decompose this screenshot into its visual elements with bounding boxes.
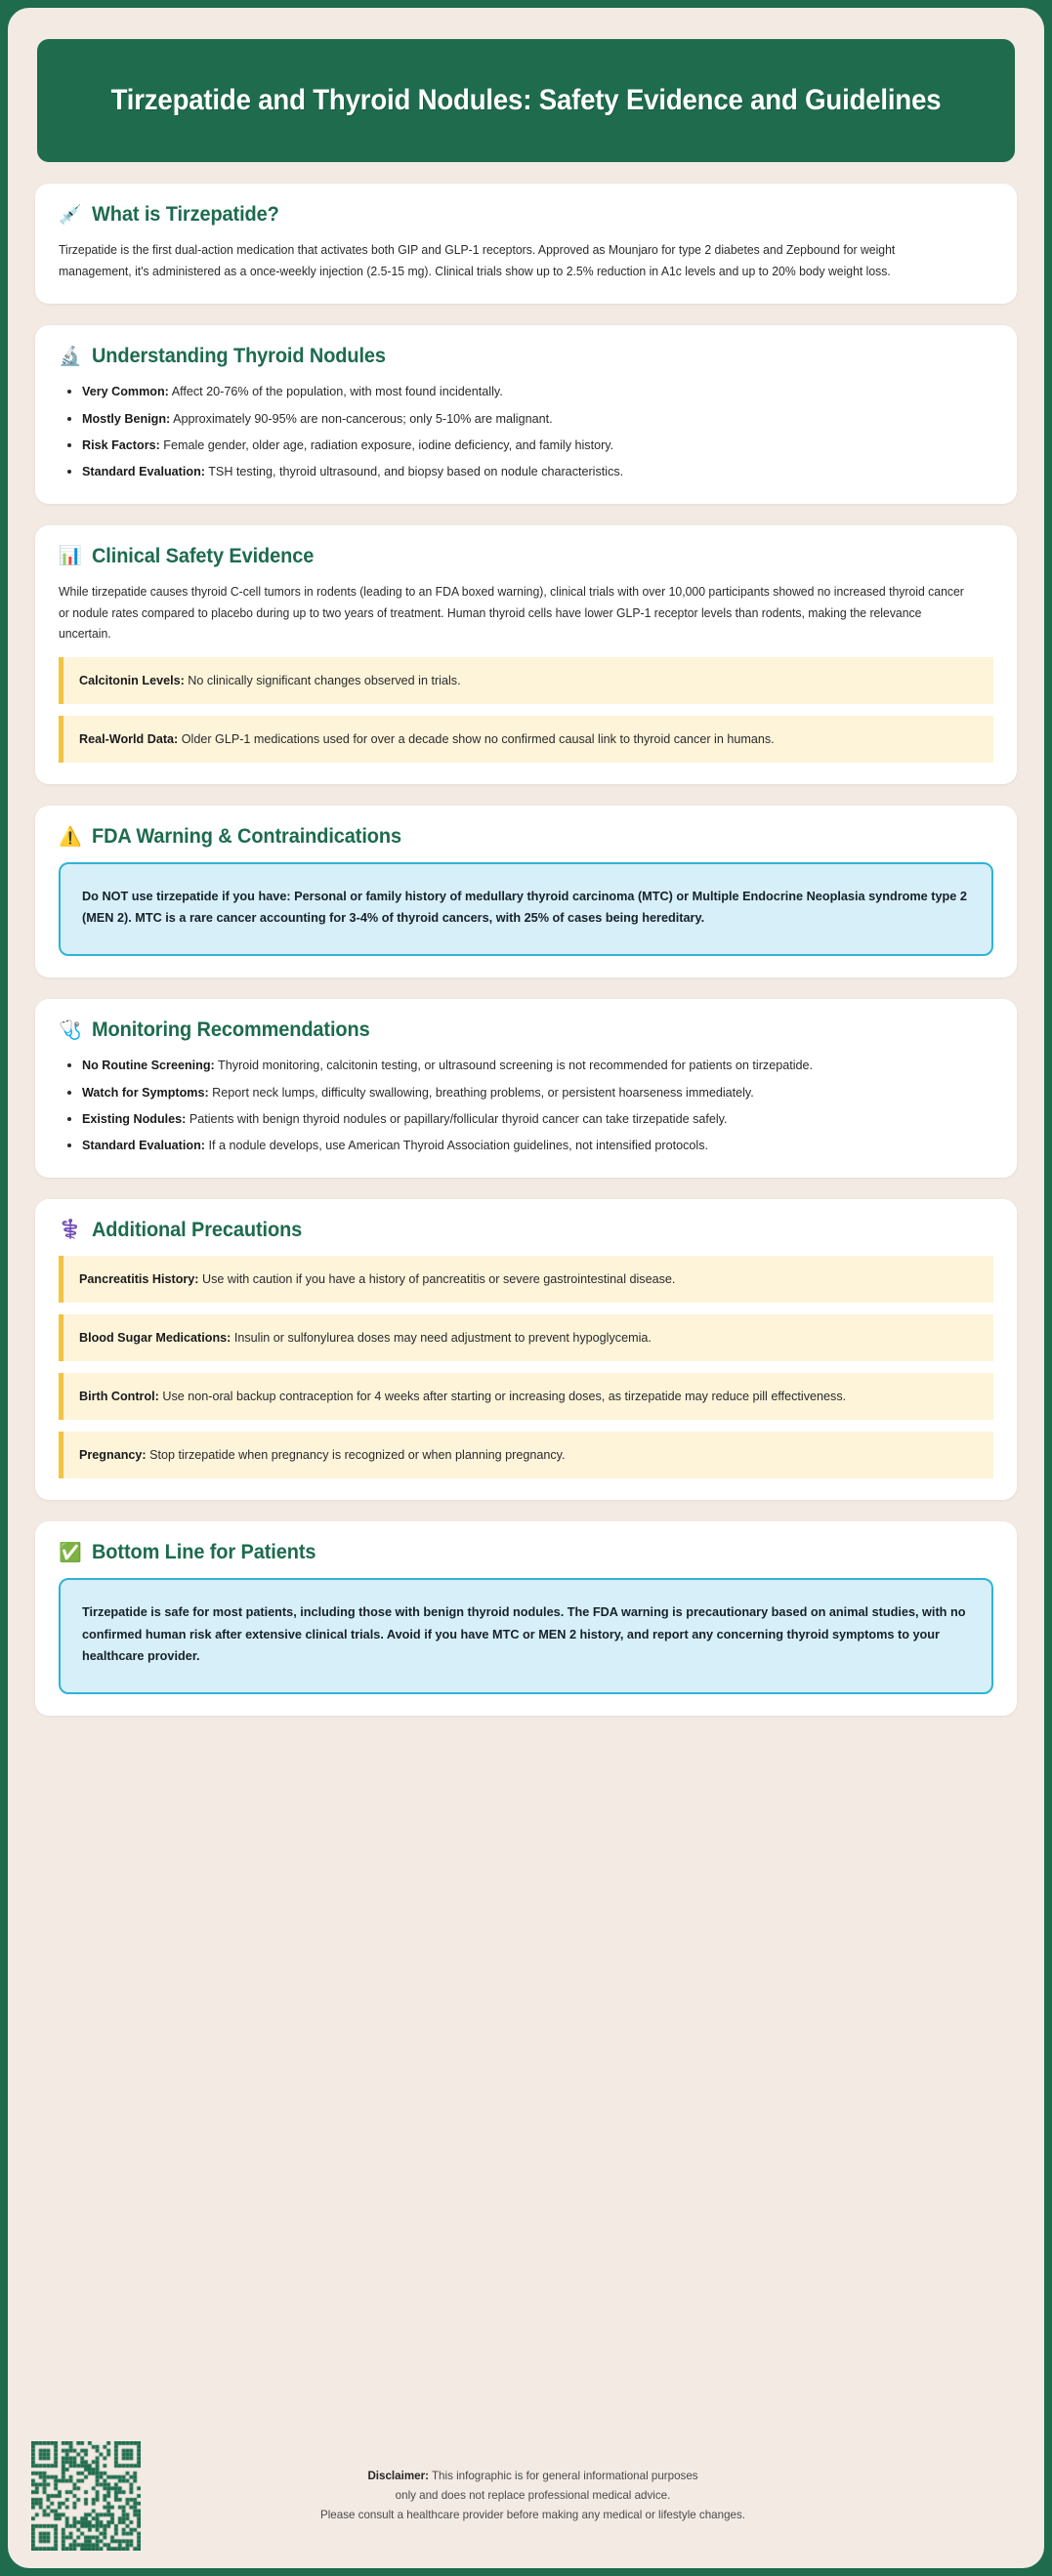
microscope-icon: 🔬 <box>59 346 82 367</box>
note-lead: Calcitonin Levels: <box>79 673 185 687</box>
stethoscope-icon: 🩺 <box>59 1019 82 1041</box>
section-bottom-line <box>35 1521 1017 1715</box>
list-item <box>59 382 993 401</box>
section-header <box>59 203 993 227</box>
list-item-lead: Standard Evaluation: <box>82 465 205 479</box>
section-title: Bottom Line for Patients <box>92 1541 316 1564</box>
note-lead: Pregnancy: <box>79 1448 147 1463</box>
disclaimer-line-3: Please consult a healthcare provider before making any medical or lifestyle changes. <box>319 2509 745 2522</box>
section-what-is-tirzepatide <box>35 184 1017 304</box>
page-title: Tirzepatide and Thyroid Nodules: Safety Evidence and Guidelines <box>110 84 942 116</box>
section-paragraph: While tirzepatide causes thyroid C-cell tumors in rodents (leading to an FDA boxed warning), clinical trials with over 10,000 participants showed no increased thyroid cancer or nodule rates compared to placebo during up to two years of treatment. Human thyroid cells have lower GLP-1 receptor levels than rodents, making the relevance uncertain. <box>59 584 964 642</box>
note-lead: Blood Sugar Medications: <box>79 1331 231 1346</box>
note-lead: Birth Control: <box>79 1390 159 1404</box>
highlight-note <box>59 716 993 763</box>
section-header <box>59 1219 993 1242</box>
list-item-lead: Standard Evaluation: <box>82 1139 205 1153</box>
list-item-lead: Risk Factors: <box>82 438 160 453</box>
contraindications-callout: Do NOT use tirzepatide if you have: Personal or family history of medullary thyroid carcinoma (MTC) or Multiple Endocrine Neoplasia syndrome type 2 (MEN 2). MTC is a rare cancer accounting for 3-4% of thyroid cancers, with 25% of cases being hereditary. <box>59 862 993 956</box>
section-header <box>59 345 993 368</box>
highlight-note <box>59 1256 993 1303</box>
list-item <box>59 409 993 429</box>
medical-symbol-icon: ⚕️ <box>59 1220 82 1241</box>
disclaimer-text-1: This infographic is for general informational purposes <box>428 2469 698 2482</box>
syringe-icon: 💉 <box>59 204 82 226</box>
header-banner <box>37 39 1015 162</box>
section-header <box>59 545 993 568</box>
section-header <box>59 825 993 849</box>
disclaimer <box>150 2467 1013 2526</box>
section-clinical-safety-evidence <box>35 525 1017 784</box>
section-understanding-thyroid-nodules <box>35 325 1017 504</box>
list-item-text: If a nodule develops, use American Thyroid Association guidelines, not intensified protocols. <box>204 1139 708 1153</box>
note-lead: Pancreatitis History: <box>79 1271 199 1286</box>
section-monitoring-recommendations <box>35 999 1017 1178</box>
warning-triangle-icon: ⚠️ <box>59 826 82 848</box>
section-additional-precautions <box>35 1199 1017 1501</box>
bar-chart-icon: 📊 <box>59 546 82 567</box>
section-title: Clinical Safety Evidence <box>92 544 315 567</box>
section-header <box>59 1541 993 1564</box>
list-item <box>59 436 993 455</box>
list-item-lead: No Routine Screening: <box>82 1059 215 1073</box>
section-header <box>59 1018 993 1042</box>
list-item-lead: Watch for Symptoms: <box>82 1085 209 1100</box>
list-item-text: Patients with benign thyroid nodules or papillary/follicular thyroid cancer can take tirzepatide safely. <box>186 1112 728 1127</box>
section-paragraph: Tirzepatide is the first dual-action medication that activates both GIP and GLP-1 receptors. Approved as Mounjaro for type 2 diabetes and Zepbound for weight management, it's administered as a once-weekly injection (2.5-15 mg). Clinical trials show up to 2.5% reduction in A1c levels and up to 20% body weight loss. <box>59 243 896 278</box>
note-text: No clinically significant changes observed in trials. <box>184 673 461 687</box>
disclaimer-line-1 <box>150 2467 915 2486</box>
list-item-text: Affect 20-76% of the population, with most found incidentally. <box>168 385 503 399</box>
section-title: Additional Precautions <box>92 1218 303 1241</box>
check-mark-icon: ✅ <box>59 1542 82 1563</box>
highlight-note <box>59 657 993 704</box>
qr-code-icon[interactable] <box>31 2441 141 2551</box>
section-title: Understanding Thyroid Nodules <box>92 345 386 368</box>
disclaimer-lead: Disclaimer: <box>367 2469 429 2482</box>
list-item <box>59 462 993 481</box>
list-item-lead: Mostly Benign: <box>82 411 171 426</box>
highlight-note <box>59 1373 993 1420</box>
list-item-text: Approximately 90-95% are non-cancerous; only 5-10% are malignant. <box>170 411 553 426</box>
monitoring-list <box>59 1056 993 1156</box>
note-text: Use with caution if you have a history of pancreatitis or severe gastrointestinal disease. <box>198 1271 676 1286</box>
list-item <box>59 1109 993 1129</box>
section-title: FDA Warning & Contraindications <box>92 825 401 849</box>
section-fda-warning <box>35 806 1017 977</box>
list-item-lead: Very Common: <box>82 385 169 399</box>
note-text: Insulin or sulfonylurea doses may need adjustment to prevent hypoglycemia. <box>231 1331 652 1346</box>
list-item <box>59 1083 993 1102</box>
note-text: Stop tirzepatide when pregnancy is recognized or when planning pregnancy. <box>146 1448 566 1463</box>
list-item-lead: Existing Nodules: <box>82 1112 187 1127</box>
note-text: Use non-oral backup contraception for 4 weeks after starting or increasing doses, as tirzepatide may reduce pill effectiveness. <box>158 1390 847 1404</box>
list-item-text: Thyroid monitoring, calcitonin testing, or ultrasound screening is not recommended for patients on tirzepatide. <box>214 1059 814 1073</box>
note-lead: Real-World Data: <box>79 731 179 746</box>
nodules-list <box>59 382 993 482</box>
footer <box>27 2431 1025 2568</box>
infographic-sheet <box>8 8 1044 2568</box>
list-item-text: TSH testing, thyroid ultrasound, and biopsy based on nodule characteristics. <box>204 465 624 479</box>
bottom-line-callout: Tirzepatide is safe for most patients, including those with benign thyroid nodules. The FDA warning is precautionary based on animal studies, with no confirmed human risk after extensive clinical trials. Avoid if you have MTC or MEN 2 history, and report any concerning thyroid symptoms to your healthcare provider. <box>59 1578 993 1693</box>
list-item-text: Female gender, older age, radiation exposure, iodine deficiency, and family history. <box>159 438 614 453</box>
section-title: What is Tirzepatide? <box>92 203 279 226</box>
list-item-text: Report neck lumps, difficulty swallowing, breathing problems, or persistent hoarseness immediately. <box>208 1085 754 1100</box>
highlight-note <box>59 1432 993 1478</box>
highlight-note <box>59 1314 993 1361</box>
disclaimer-line-2: only and does not replace professional medical advice. <box>395 2488 671 2502</box>
list-item <box>59 1136 993 1155</box>
note-text: Older GLP-1 medications used for over a decade show no confirmed causal link to thyroid cancer in humans. <box>178 731 775 746</box>
list-item <box>59 1056 993 1075</box>
section-title: Monitoring Recommendations <box>92 1018 370 1042</box>
